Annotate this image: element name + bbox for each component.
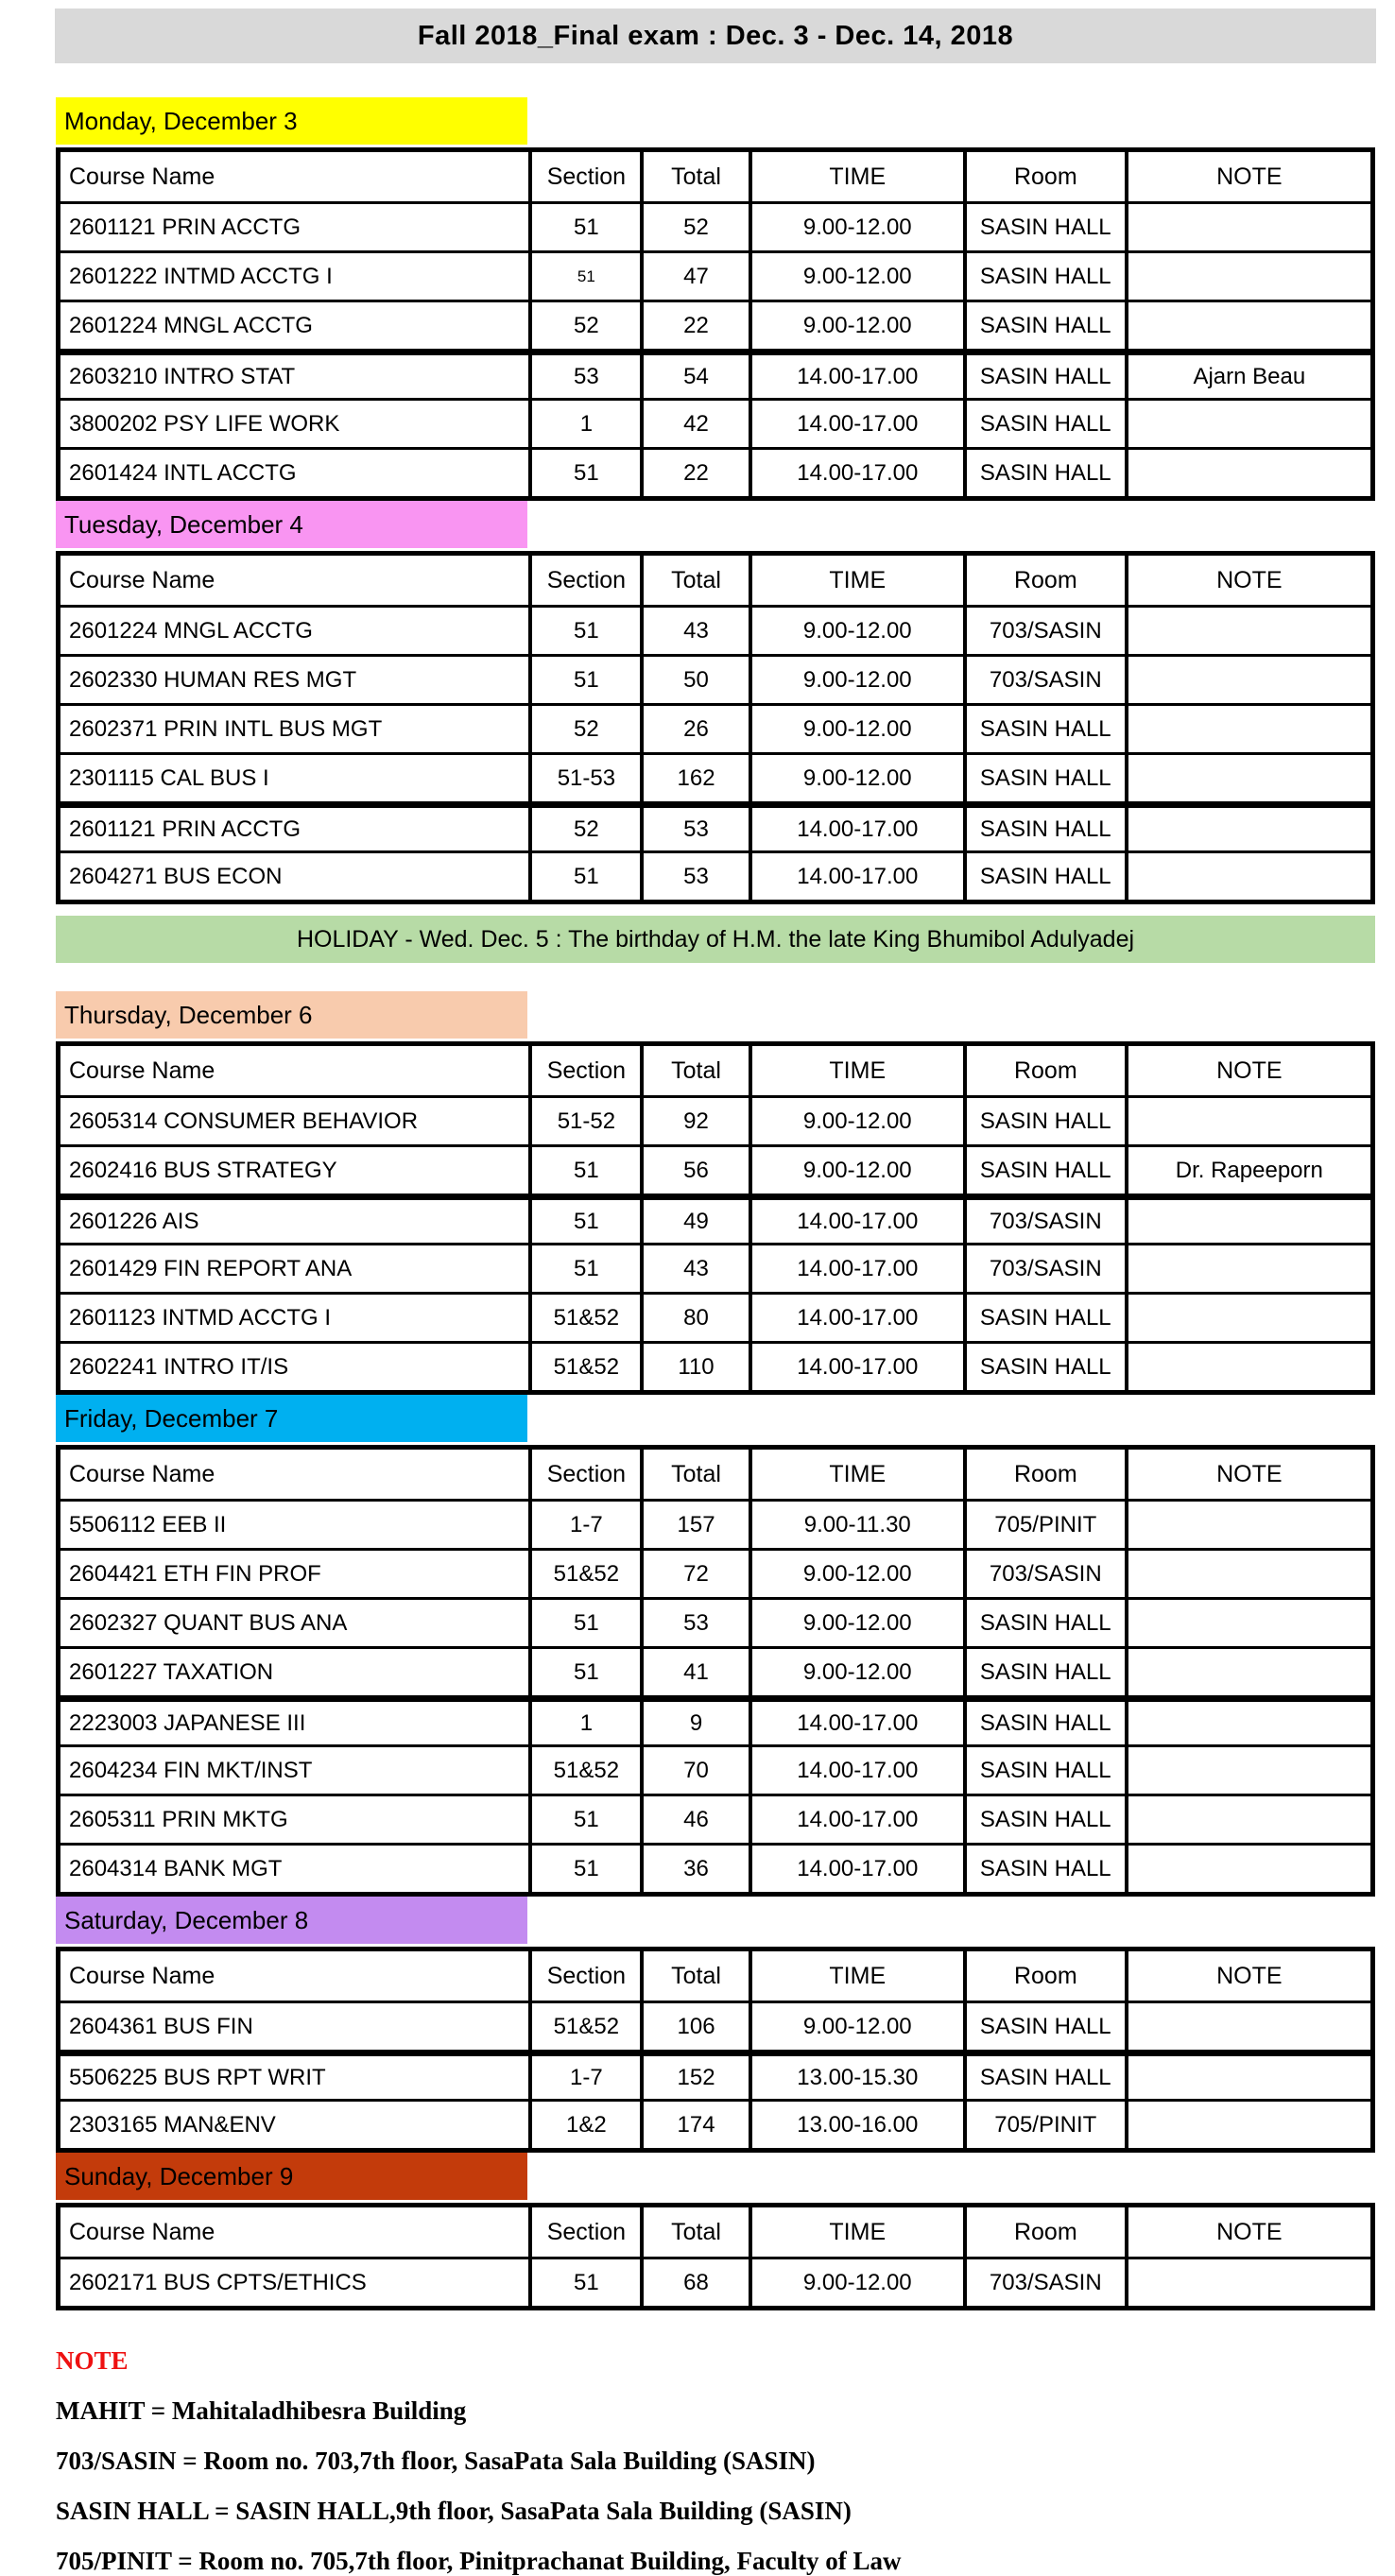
table-row	[60, 752, 1370, 801]
note-cell	[1125, 1295, 1370, 1341]
column-header: TIME	[749, 1046, 963, 1095]
total-cell: 70	[640, 1747, 748, 1794]
room-cell: 703/SASIN	[963, 608, 1125, 654]
table-row	[60, 605, 1370, 654]
table-row	[60, 850, 1370, 900]
table-header-row	[60, 2207, 1370, 2257]
column-header: Course Name	[69, 163, 215, 190]
column-header: TIME	[749, 1450, 963, 1499]
note-cell	[1125, 2003, 1370, 2050]
section-cell: 52	[528, 706, 640, 752]
room-cell: SASIN HALL	[963, 1747, 1125, 1794]
table-header-row	[60, 1046, 1370, 1095]
room-cell: SASIN HALL	[963, 1295, 1125, 1341]
day-band	[56, 2153, 527, 2200]
section-cell: 51	[528, 657, 640, 703]
time-cell: 9.00-12.00	[749, 1551, 963, 1597]
time-cell: 9.00-12.00	[749, 253, 963, 300]
course-cell: 2603210 INTRO STAT	[69, 363, 296, 389]
day-band-label: Tuesday, December 4	[64, 509, 303, 539]
table-row	[60, 2257, 1370, 2306]
section-cell: 51	[528, 1649, 640, 1695]
time-cell: 9.00-12.00	[749, 755, 963, 801]
total-cell: 157	[640, 1502, 748, 1548]
room-cell: SASIN HALL	[963, 1098, 1125, 1144]
note-cell	[1125, 1245, 1370, 1292]
column-header: Section	[528, 1450, 640, 1499]
total-cell: 56	[640, 1147, 748, 1194]
total-cell: 22	[640, 450, 748, 496]
column-header: TIME	[749, 1951, 963, 2001]
course-cell: 2604421 ETH FIN PROF	[69, 1560, 321, 1587]
total-cell: 22	[640, 302, 748, 349]
note-line: SASIN HALL = SASIN HALL,9th floor, SasaPata Sala Building (SASIN)	[56, 2497, 852, 2525]
time-cell: 9.00-12.00	[749, 1098, 963, 1144]
table-row	[60, 1548, 1370, 1597]
table-row	[60, 1095, 1370, 1144]
page-title: Fall 2018_Final exam : Dec. 3 - Dec. 14, 2018	[417, 20, 1014, 51]
day-band-label: Thursday, December 6	[64, 1000, 313, 1029]
note-cell	[1125, 1796, 1370, 1843]
note-cell	[1125, 204, 1370, 250]
total-cell: 174	[640, 2102, 748, 2148]
total-cell: 162	[640, 755, 748, 801]
table-row	[60, 201, 1370, 250]
table-row	[60, 1695, 1370, 1744]
total-cell: 42	[640, 401, 748, 447]
course-cell: 2601224 MNGL ACCTG	[69, 312, 313, 338]
time-cell: 9.00-12.00	[749, 1649, 963, 1695]
column-header: Room	[963, 1450, 1125, 1499]
section-cell: 51	[528, 1796, 640, 1843]
holiday-banner-label: HOLIDAY - Wed. Dec. 5 : The birthday of H.M. the late King Bhumibol Adulyadej	[296, 925, 1135, 953]
course-cell: 2602171 BUS CPTS/ETHICS	[69, 2269, 367, 2295]
note-cell	[1125, 706, 1370, 752]
time-cell: 14.00-17.00	[749, 808, 963, 850]
room-cell: 703/SASIN	[963, 657, 1125, 703]
total-cell: 26	[640, 706, 748, 752]
column-header: Total	[640, 152, 748, 201]
column-header: NOTE	[1125, 1046, 1370, 1095]
day-band	[56, 1395, 527, 1442]
day-band	[56, 1897, 527, 1944]
column-header: TIME	[749, 2207, 963, 2257]
section-cell: 53	[528, 355, 640, 398]
room-cell: 703/SASIN	[963, 1200, 1125, 1243]
section-cell: 51	[528, 204, 640, 250]
time-cell: 9.00-12.00	[749, 706, 963, 752]
room-cell: SASIN HALL	[963, 1702, 1125, 1744]
table-row	[60, 703, 1370, 752]
total-cell: 106	[640, 2003, 748, 2050]
note-line: 705/PINIT = Room no. 705,7th floor, Pinitprachanat Building, Faculty of Law	[56, 2547, 902, 2575]
section-cell: 51	[528, 608, 640, 654]
section-cell: 51&52	[528, 1295, 640, 1341]
total-cell: 49	[640, 1200, 748, 1243]
column-header: Section	[528, 1046, 640, 1095]
table-header-row	[60, 152, 1370, 201]
room-cell: 703/SASIN	[963, 2259, 1125, 2306]
exam-table	[56, 2203, 1375, 2310]
table-row	[60, 1292, 1370, 1341]
time-cell: 14.00-17.00	[749, 1747, 963, 1794]
room-cell: 705/PINIT	[963, 2102, 1125, 2148]
column-header: Room	[963, 2207, 1125, 2257]
time-cell: 13.00-16.00	[749, 2102, 963, 2148]
note-cell	[1125, 1747, 1370, 1794]
column-header: Section	[528, 556, 640, 605]
total-cell: 36	[640, 1846, 748, 1892]
column-header: TIME	[749, 556, 963, 605]
total-cell: 47	[640, 253, 748, 300]
total-cell: 50	[640, 657, 748, 703]
note-cell	[1125, 1200, 1370, 1243]
note-cell	[1125, 2056, 1370, 2099]
column-header: Section	[528, 1951, 640, 2001]
course-cell: 2601123 INTMD ACCTG I	[69, 1304, 331, 1331]
section-cell: 1-7	[528, 2056, 640, 2099]
note-cell	[1125, 853, 1370, 900]
room-cell: 705/PINIT	[963, 1502, 1125, 1548]
column-header: Total	[640, 2207, 748, 2257]
table-row	[60, 1499, 1370, 1548]
column-header: NOTE	[1125, 152, 1370, 201]
exam-table	[56, 1041, 1375, 1395]
course-cell: 2303165 MAN&ENV	[69, 2111, 276, 2138]
total-cell: 9	[640, 1702, 748, 1744]
table-row	[60, 1194, 1370, 1243]
time-cell: 14.00-17.00	[749, 401, 963, 447]
day-band	[56, 501, 527, 548]
column-header: Room	[963, 152, 1125, 201]
time-cell: 9.00-12.00	[749, 204, 963, 250]
time-cell: 14.00-17.00	[749, 1846, 963, 1892]
total-cell: 46	[640, 1796, 748, 1843]
note-cell	[1125, 2259, 1370, 2306]
course-cell: 2301115 CAL BUS I	[69, 764, 269, 791]
note-cell	[1125, 1649, 1370, 1695]
exam-table	[56, 1445, 1375, 1897]
exam-table	[56, 551, 1375, 904]
column-header: Room	[963, 556, 1125, 605]
notes-heading: NOTE	[56, 2346, 129, 2375]
section-cell: 51	[528, 1147, 640, 1194]
course-cell: 2601429 FIN REPORT ANA	[69, 1255, 353, 1281]
table-header-row	[60, 1951, 1370, 2001]
time-cell: 9.00-12.00	[749, 1600, 963, 1646]
note-cell: Dr. Rapeeporn	[1125, 1147, 1370, 1194]
room-cell: SASIN HALL	[963, 355, 1125, 398]
course-cell: 2601424 INTL ACCTG	[69, 459, 297, 486]
room-cell: SASIN HALL	[963, 1147, 1125, 1194]
table-row	[60, 300, 1370, 349]
course-cell: 2605314 CONSUMER BEHAVIOR	[69, 1108, 419, 1134]
time-cell: 13.00-15.30	[749, 2056, 963, 2099]
section-cell: 51&52	[528, 1551, 640, 1597]
day-band-label: Friday, December 7	[64, 1403, 279, 1433]
time-cell: 9.00-12.00	[749, 608, 963, 654]
column-header: TIME	[749, 152, 963, 201]
note-cell	[1125, 1502, 1370, 1548]
day-band	[56, 991, 527, 1039]
section-cell: 51	[528, 1245, 640, 1292]
section-cell: 1	[528, 401, 640, 447]
room-cell: SASIN HALL	[963, 450, 1125, 496]
note-cell	[1125, 1344, 1370, 1390]
course-cell: 2604271 BUS ECON	[69, 863, 283, 889]
total-cell: 53	[640, 1600, 748, 1646]
room-cell: SASIN HALL	[963, 706, 1125, 752]
time-cell: 14.00-17.00	[749, 1295, 963, 1341]
note-cell	[1125, 608, 1370, 654]
time-cell: 14.00-17.00	[749, 1702, 963, 1744]
note-line: MAHIT = Mahitaladhibesra Building	[56, 2396, 467, 2425]
total-cell: 43	[640, 1245, 748, 1292]
column-header: Course Name	[69, 1056, 215, 1084]
column-header: Course Name	[69, 1460, 215, 1487]
column-header: Room	[963, 1951, 1125, 2001]
time-cell: 9.00-12.00	[749, 2003, 963, 2050]
section-cell: 52	[528, 302, 640, 349]
column-header: Course Name	[69, 2218, 215, 2245]
column-header: Course Name	[69, 1962, 215, 1989]
exam-table	[56, 147, 1375, 501]
column-header: Total	[640, 1450, 748, 1499]
course-cell: 2605311 PRIN MKTG	[69, 1806, 288, 1832]
table-row	[60, 349, 1370, 398]
note-cell	[1125, 1098, 1370, 1144]
note-cell	[1125, 657, 1370, 703]
total-cell: 54	[640, 355, 748, 398]
room-cell: SASIN HALL	[963, 1846, 1125, 1892]
table-row	[60, 1144, 1370, 1194]
section-cell: 51&52	[528, 1344, 640, 1390]
course-cell: 5506225 BUS RPT WRIT	[69, 2064, 326, 2090]
note-cell	[1125, 450, 1370, 496]
section-cell: 51-52	[528, 1098, 640, 1144]
time-cell: 14.00-17.00	[749, 450, 963, 496]
room-cell: 703/SASIN	[963, 1551, 1125, 1597]
table-row	[60, 801, 1370, 850]
section-cell: 52	[528, 808, 640, 850]
column-header: Total	[640, 1951, 748, 2001]
column-header: NOTE	[1125, 1951, 1370, 2001]
course-cell: 2601227 TAXATION	[69, 1658, 274, 1685]
total-cell: 41	[640, 1649, 748, 1695]
column-header: Section	[528, 152, 640, 201]
room-cell: SASIN HALL	[963, 204, 1125, 250]
total-cell: 72	[640, 1551, 748, 1597]
note-cell	[1125, 1846, 1370, 1892]
section-cell: 51&52	[528, 1747, 640, 1794]
table-row	[60, 2050, 1370, 2099]
table-header-row	[60, 556, 1370, 605]
room-cell: SASIN HALL	[963, 253, 1125, 300]
table-row	[60, 447, 1370, 496]
section-cell: 1&2	[528, 2102, 640, 2148]
day-band-label: Saturday, December 8	[64, 1905, 309, 1934]
note-line: 703/SASIN = Room no. 703,7th floor, SasaPata Sala Building (SASIN)	[56, 2447, 816, 2475]
table-row	[60, 1843, 1370, 1892]
note-cell: Ajarn Beau	[1125, 355, 1370, 398]
time-cell: 9.00-12.00	[749, 2259, 963, 2306]
total-cell: 152	[640, 2056, 748, 2099]
table-header-row	[60, 1450, 1370, 1499]
column-header: Section	[528, 2207, 640, 2257]
course-cell: 5506112 EEB II	[69, 1511, 227, 1537]
note-cell	[1125, 1600, 1370, 1646]
course-cell: 2601226 AIS	[69, 1208, 199, 1234]
total-cell: 53	[640, 808, 748, 850]
room-cell: SASIN HALL	[963, 853, 1125, 900]
course-cell: 2602241 INTRO IT/IS	[69, 1353, 289, 1380]
course-cell: 2223003 JAPANESE III	[69, 1709, 306, 1736]
table-row	[60, 1243, 1370, 1292]
day-band-label: Monday, December 3	[64, 106, 298, 135]
room-cell: SASIN HALL	[963, 1344, 1125, 1390]
room-cell: SASIN HALL	[963, 808, 1125, 850]
note-cell	[1125, 1551, 1370, 1597]
column-header: Total	[640, 556, 748, 605]
total-cell: 80	[640, 1295, 748, 1341]
table-row	[60, 654, 1370, 703]
column-header: Room	[963, 1046, 1125, 1095]
note-cell	[1125, 401, 1370, 447]
exam-table	[56, 1947, 1375, 2153]
room-cell: SASIN HALL	[963, 401, 1125, 447]
column-header: NOTE	[1125, 556, 1370, 605]
course-cell: 2601121 PRIN ACCTG	[69, 214, 301, 240]
section-cell: 51	[528, 853, 640, 900]
section-cell: 51	[528, 2259, 640, 2306]
room-cell: SASIN HALL	[963, 302, 1125, 349]
section-cell: 51-53	[528, 755, 640, 801]
course-cell: 2601121 PRIN ACCTG	[69, 816, 301, 842]
section-cell: 1	[528, 1702, 640, 1744]
course-cell: 2604314 BANK MGT	[69, 1855, 283, 1881]
day-band-label: Sunday, December 9	[64, 2161, 294, 2190]
note-cell	[1125, 1702, 1370, 1744]
course-cell: 2604234 FIN MKT/INST	[69, 1757, 313, 1783]
column-header: NOTE	[1125, 2207, 1370, 2257]
title-band	[55, 9, 1376, 63]
table-row	[60, 2001, 1370, 2050]
table-row	[60, 1794, 1370, 1843]
room-cell: SASIN HALL	[963, 1649, 1125, 1695]
schedule-sections	[56, 97, 1375, 2310]
note-cell	[1125, 755, 1370, 801]
time-cell: 14.00-17.00	[749, 853, 963, 900]
room-cell: SASIN HALL	[963, 755, 1125, 801]
time-cell: 14.00-17.00	[749, 1344, 963, 1390]
room-cell: SASIN HALL	[963, 2003, 1125, 2050]
section-cell: 51	[528, 1600, 640, 1646]
time-cell: 9.00-12.00	[749, 657, 963, 703]
total-cell: 92	[640, 1098, 748, 1144]
table-row	[60, 2099, 1370, 2148]
total-cell: 68	[640, 2259, 748, 2306]
room-cell: SASIN HALL	[963, 1600, 1125, 1646]
course-cell: 2602416 BUS STRATEGY	[69, 1157, 337, 1183]
section-cell: 1-7	[528, 1502, 640, 1548]
section-cell: 51	[528, 450, 640, 496]
course-cell: 3800202 PSY LIFE WORK	[69, 410, 340, 437]
total-cell: 43	[640, 608, 748, 654]
note-cell	[1125, 2102, 1370, 2148]
time-cell: 9.00-11.30	[749, 1502, 963, 1548]
course-cell: 2604361 BUS FIN	[69, 2013, 253, 2039]
total-cell: 110	[640, 1344, 748, 1390]
room-cell: SASIN HALL	[963, 2056, 1125, 2099]
notes-lines	[56, 2396, 1395, 2576]
time-cell: 14.00-17.00	[749, 355, 963, 398]
section-cell: 51	[528, 1200, 640, 1243]
day-band	[56, 97, 527, 145]
time-cell: 9.00-12.00	[749, 302, 963, 349]
section-cell: 51&52	[528, 2003, 640, 2050]
course-cell: 2602371 PRIN INTL BUS MGT	[69, 715, 383, 742]
table-row	[60, 1646, 1370, 1695]
table-row	[60, 398, 1370, 447]
note-cell	[1125, 808, 1370, 850]
room-cell: SASIN HALL	[963, 1796, 1125, 1843]
time-cell: 9.00-12.00	[749, 1147, 963, 1194]
table-row	[60, 1597, 1370, 1646]
table-row	[60, 1341, 1370, 1390]
course-cell: 2602327 QUANT BUS ANA	[69, 1609, 348, 1636]
notes-section	[56, 2346, 1395, 2576]
column-header: Total	[640, 1046, 748, 1095]
note-cell	[1125, 253, 1370, 300]
column-header: Course Name	[69, 566, 215, 593]
total-cell: 52	[640, 204, 748, 250]
section-cell: 51	[528, 1846, 640, 1892]
course-cell: 2601224 MNGL ACCTG	[69, 617, 313, 644]
holiday-banner	[56, 916, 1375, 963]
table-row	[60, 1744, 1370, 1794]
table-row	[60, 250, 1370, 300]
time-cell: 14.00-17.00	[749, 1200, 963, 1243]
exam-schedule-page	[0, 9, 1395, 2575]
course-cell: 2602330 HUMAN RES MGT	[69, 666, 357, 693]
section-cell: 51	[528, 253, 640, 300]
column-header: NOTE	[1125, 1450, 1370, 1499]
course-cell: 2601222 INTMD ACCTG I	[69, 263, 333, 289]
room-cell: 703/SASIN	[963, 1245, 1125, 1292]
time-cell: 14.00-17.00	[749, 1245, 963, 1292]
note-cell	[1125, 302, 1370, 349]
total-cell: 53	[640, 853, 748, 900]
time-cell: 14.00-17.00	[749, 1796, 963, 1843]
